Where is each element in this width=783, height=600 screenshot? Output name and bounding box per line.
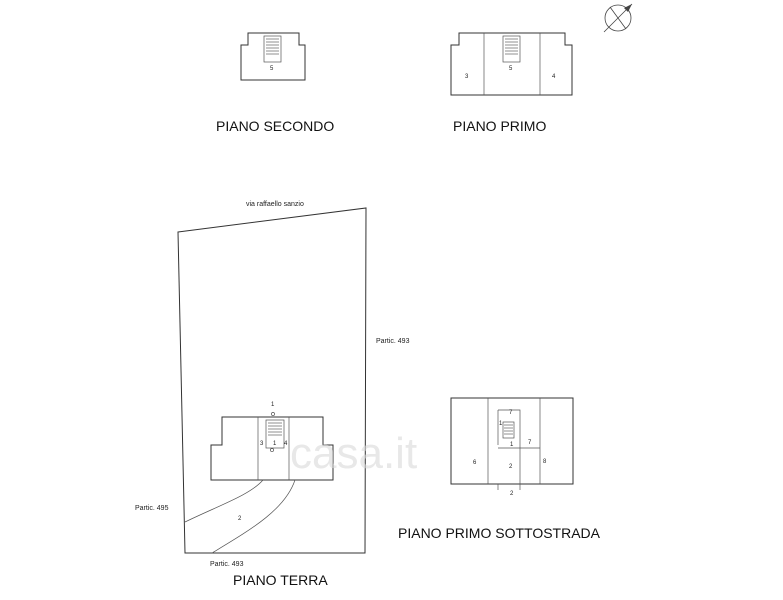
piano-secondo-plan — [241, 33, 305, 80]
terra-number-1: 1 — [271, 402, 275, 408]
piano-primo-plan — [451, 33, 572, 95]
sotto-number-1b: 1 — [510, 442, 514, 448]
piano-sottostrada-label: PIANO PRIMO SOTTOSTRADA — [398, 525, 600, 541]
watermark: casa.it — [290, 429, 418, 478]
sotto-number-2a: 2 — [509, 464, 513, 470]
north-arrow-icon — [604, 4, 632, 32]
piano-primo-label: PIANO PRIMO — [453, 118, 547, 134]
primo-number-4: 4 — [552, 74, 556, 80]
piano-secondo-label: PIANO SECONDO — [216, 118, 335, 134]
sotto-number-7a: 7 — [509, 410, 513, 416]
primo-number-5: 5 — [509, 66, 513, 72]
sotto-number-2b: 2 — [510, 491, 514, 497]
sotto-number-6: 6 — [473, 460, 477, 466]
partic-493-bottom-label: Partic. 493 — [210, 561, 244, 568]
partic-493-right-label: Partic. 493 — [376, 338, 410, 345]
piano-sottostrada-plan — [451, 398, 573, 497]
terra-number-1b: 1 — [273, 441, 277, 447]
partic-495-label: Partic. 495 — [135, 505, 169, 512]
secondo-number-5: 5 — [270, 66, 274, 72]
primo-number-3: 3 — [465, 74, 469, 80]
sotto-number-1: 1 — [499, 421, 503, 427]
street-label: via raffaello sanzio — [246, 201, 304, 208]
piano-terra-plan — [178, 208, 366, 553]
terra-number-3: 3 — [260, 441, 264, 447]
piano-terra-label: PIANO TERRA — [233, 572, 328, 588]
sotto-number-7b: 7 — [528, 440, 532, 446]
terra-number-4: 4 — [284, 441, 288, 447]
sotto-number-8: 8 — [543, 459, 547, 465]
terra-number-2: 2 — [238, 516, 242, 522]
